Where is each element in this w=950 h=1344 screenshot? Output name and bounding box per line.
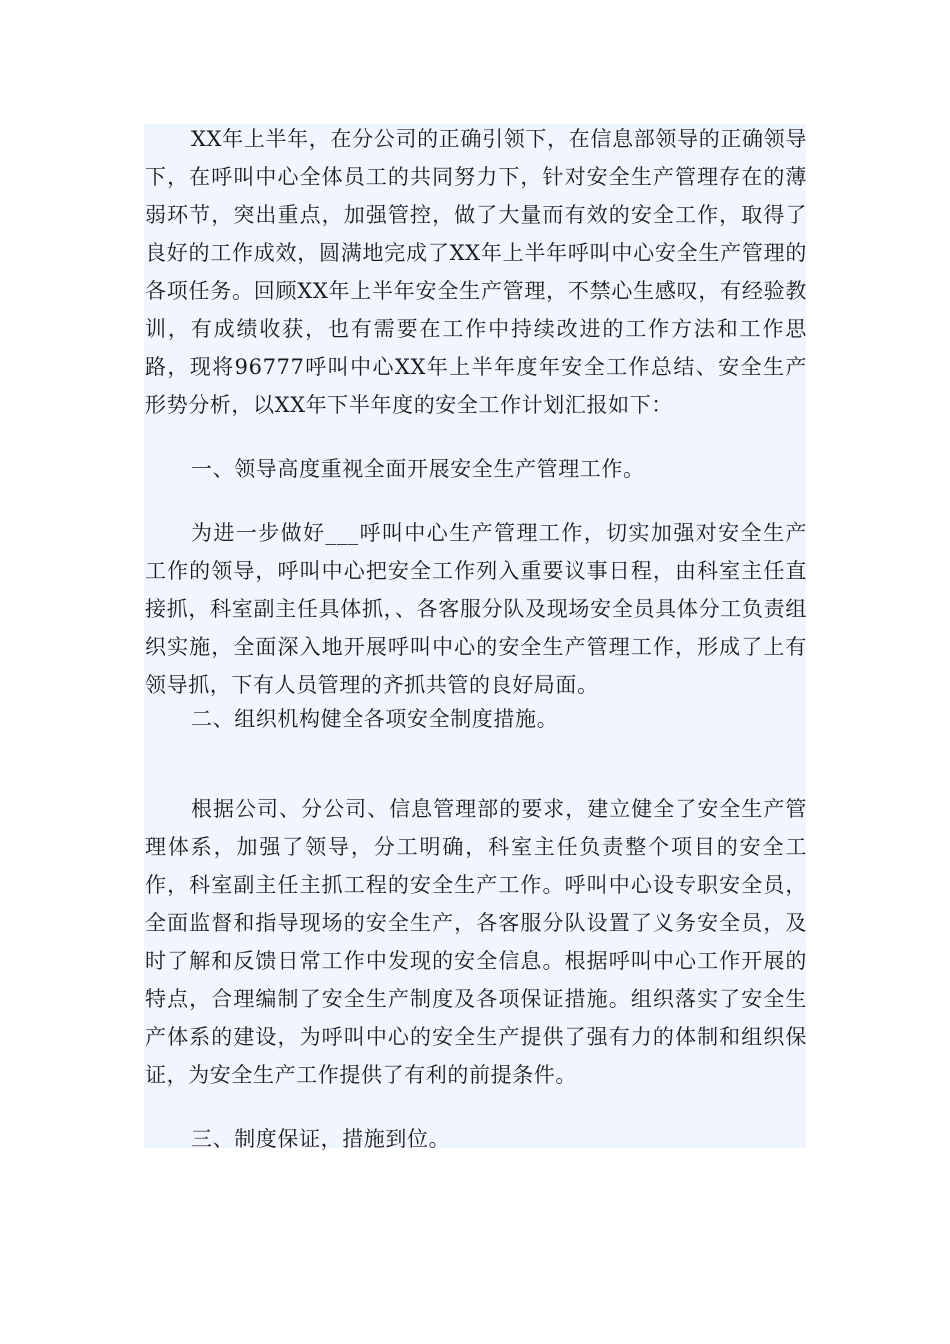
section-1-paragraph: 为进一步做好___呼叫中心生产管理工作，切实加强对安全生产工作的领导，呼叫中心把安全工作列入重要议事日程，由科室主任直接抓，科室副主任具体抓，、各客服分队及现场安全员具体分工负责组织实施，全面深入地开展呼叫中心的安全生产管理工作，形成了上有领导抓，下有人员管理的齐抓共管的良好局面。 (145, 521, 807, 697)
intro-paragraph: XX年上半年，在分公司的正确引领下，在信息部领导的正确领导下，在呼叫中心全体员工的共同努力下，针对安全生产管理存在的薄弱环节，突出重点，加强管控，做了大量而有效的安全工作，取得了良好的工作成效，圆满地完成了XX年上半年呼叫中心安全生产管理的各项任务。回顾XX年上半年安全生产管理，不禁心生感叹，有经验教训，有成绩收获，也有需要在工作中持续改进的工作方法和工作思路，现将96777呼叫中心XX年上半年度年安全工作总结、安全生产形势分析，以XX年下半年度的安全工作计划汇报如下： (145, 127, 807, 417)
section-2-paragraph: 根据公司、分公司、信息管理部的要求，建立健全了安全生产管理体系，加强了领导，分工明确，科室主任负责整个项目的安全工作，科室副主任主抓工程的安全生产工作。呼叫中心设专职安全员，全面监督和指导现场的安全生产，各客服分队设置了义务安全员，及时了解和反馈日常工作中发现的安全信息。根据呼叫中心工作开展的特点，合理编制了安全生产制度及各项保证措施。组织落实了安全生产体系的建设，为呼叫中心的安全生产提供了强有力的体制和组织保证，为安全生产工作提供了有利的前提条件。 (145, 797, 807, 1087)
section-heading-2: 二、组织机构健全各项安全制度措施。 (191, 707, 559, 731)
section-heading-3: 三、制度保证，措施到位。 (191, 1127, 451, 1151)
section-heading-1: 一、领导高度重视全面开展安全生产管理工作。 (191, 457, 645, 481)
